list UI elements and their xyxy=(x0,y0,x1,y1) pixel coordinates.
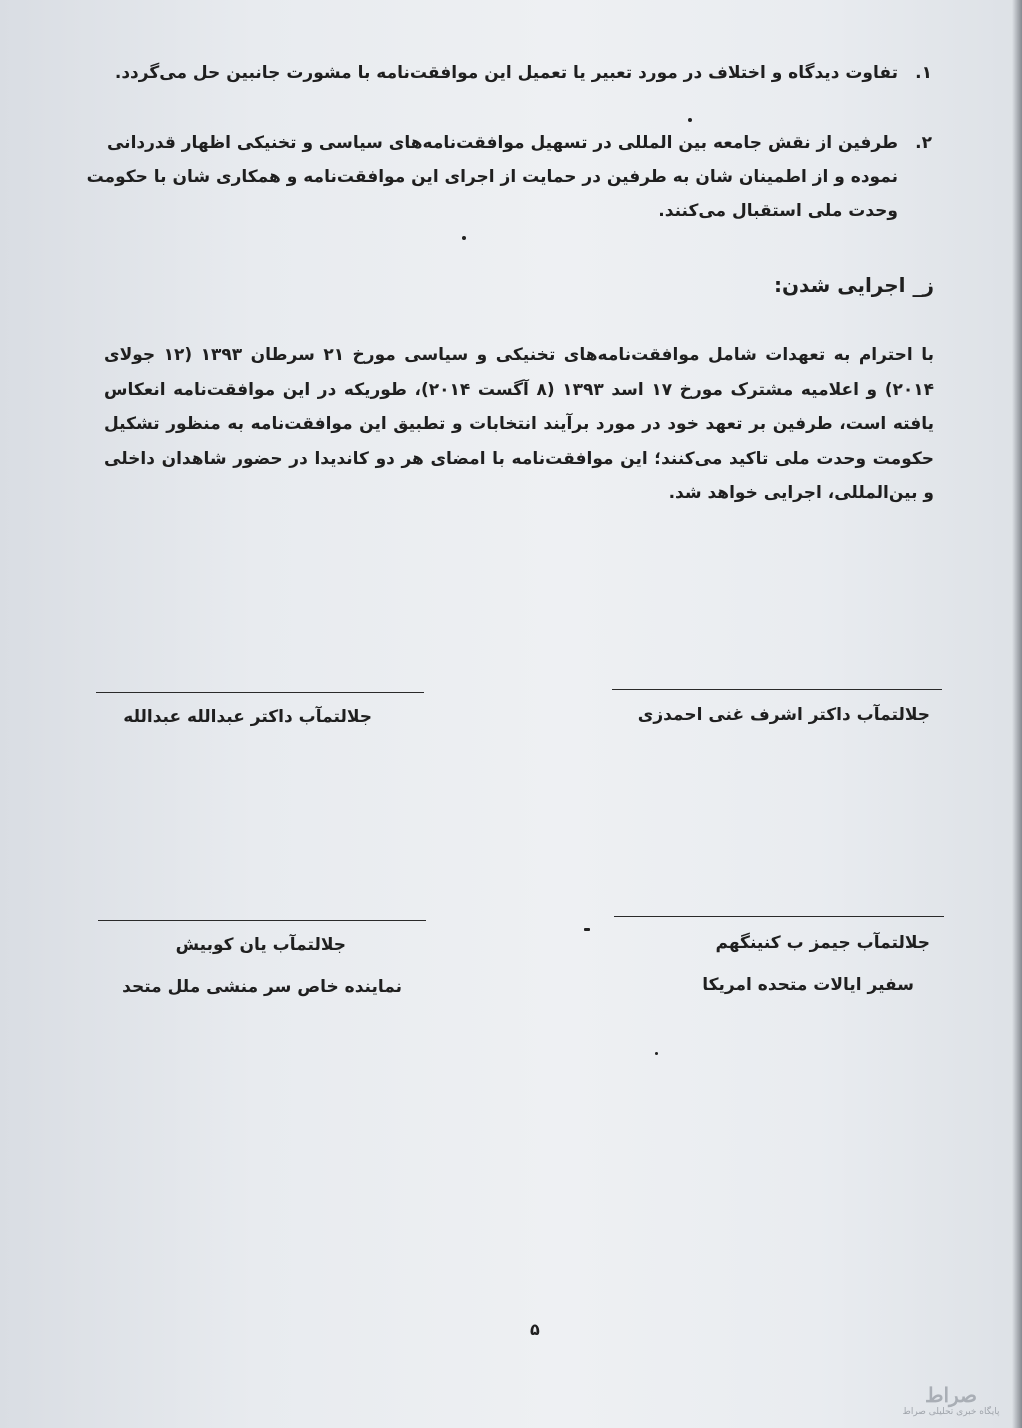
signatory-cunningham: جلالتمآب جیمز ب کنینگهم xyxy=(715,933,930,953)
ink-speck xyxy=(584,928,590,931)
watermark-logo xyxy=(886,1384,1016,1424)
signature-line-abdullah xyxy=(96,692,424,693)
item-text: طرفین از نقش جامعه بین المللی در تسهیل موافقت‌نامه‌های سیاسی و تخنیکی اظهار قدردانی نموده و از اطمینان شان به طرفین در حمایت از اجرای این موافقت‌نامه و همکاری شان با حکومت وحدت ملی استقبال می‌کنند. xyxy=(86,133,898,221)
section-heading: ز_ اجرایی شدن: xyxy=(773,273,934,297)
item-text: تفاوت دیدگاه و اختلاف در مورد تعبیر یا تعمیل این موافقت‌نامه با مشورت جانبین حل می‌گردد. xyxy=(114,63,898,83)
signatory-kubis-title: نماینده خاص سر منشی ملل متحد xyxy=(122,977,402,997)
watermark-brand: صراط xyxy=(924,1383,978,1407)
signatory-ghani: جلالتمآب داکتر اشرف غنی احمدزی xyxy=(637,705,930,725)
ink-speck xyxy=(462,236,466,240)
signatory-abdullah: جلالتمآب داکتر عبدالله عبدالله xyxy=(123,707,372,727)
signature-line-cunningham xyxy=(614,916,944,917)
numbered-item-1 xyxy=(72,56,932,90)
signatory-cunningham-title: سفیر ایالات متحده امریکا xyxy=(702,975,914,995)
body-paragraph: با احترام به تعهدات شامل موافقت‌نامه‌های تخنیکی و سیاسی مورخ ۲۱ سرطان ۱۳۹۳ (۱۲ جولای ۲۰۱۴) و اعلامیه مشترک مورخ ۱۷ اسد ۱۳۹۳ (۸ آگست ۲۰۱۴)، طوریکه در این موافقت‌نامه انعکاس یافته است، طرفین بر تعهد خود در مورد برآیند انتخابات و تطبیق این موافقت‌نامه به منظور تشکیل حکومت وحدت ملی تاکید می‌کنند؛ این موافقت‌نامه با امضای هر دو کاندیدا در حضور شاهدان داخلی و بین‌المللی، اجرایی خواهد شد. xyxy=(104,345,934,503)
page-number: ۵ xyxy=(530,1320,540,1339)
ink-speck xyxy=(688,118,692,122)
signatory-kubis: جلالتمآب یان کوبیش xyxy=(175,935,346,955)
ink-speck xyxy=(655,1052,658,1055)
signature-line-kubis xyxy=(98,920,426,921)
page-edge-shadow xyxy=(1012,0,1022,1428)
item-number: ۲. xyxy=(915,133,932,153)
numbered-item-2 xyxy=(72,126,932,228)
signature-line-ghani xyxy=(612,689,942,690)
watermark-tagline: پایگاه خبری تحلیلی صراط xyxy=(902,1407,1000,1417)
item-number: ۱. xyxy=(915,63,932,83)
